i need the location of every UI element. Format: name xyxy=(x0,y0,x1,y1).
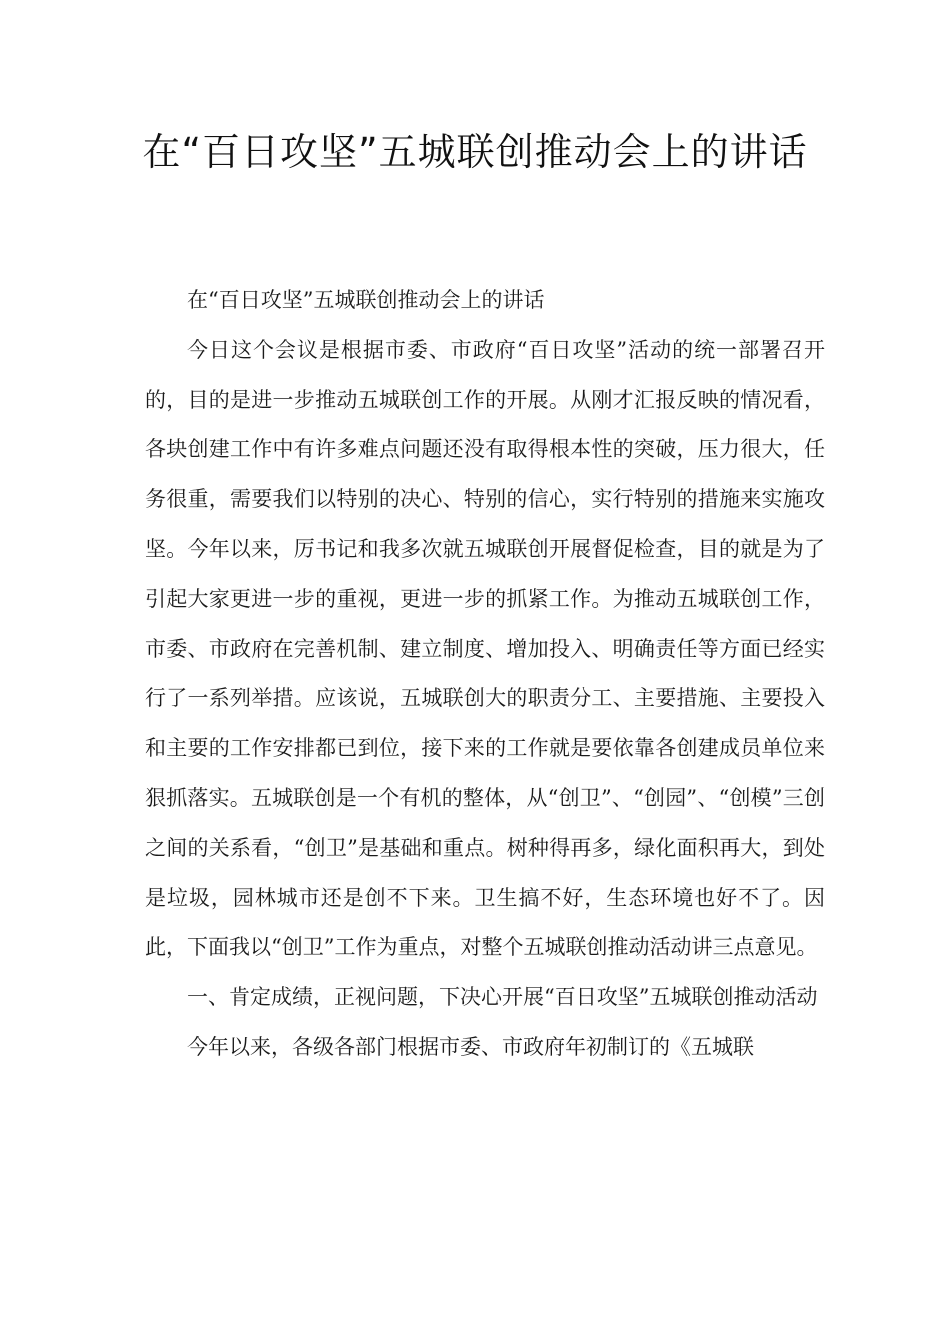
body-paragraph: 今年以来，各级各部门根据市委、市政府年初制订的《五城联 xyxy=(187,1034,754,1059)
document-title: 在“百日攻坚”五城联创推动会上的讲话 xyxy=(142,130,808,174)
document-body xyxy=(145,276,825,1073)
body-paragraph: 今日这个会议是根据市委、市政府“百日攻坚”活动的统一部署召开的，目的是进一步推动五城联创工作的开展。从刚才汇报反映的情况看，各块创建工作中有许多难点问题还没有取得根本性的突破，压力很大，任务很重，需要我们以特别的决心、特别的信心，实行特别的措施来实施攻坚。今年以来，厉书记和我多次就五城联创开展督促检查，目的就是为了引起大家更进一步的重视，更进一步的抓紧工作。为推动五城联创工作，市委、市政府在完善机制、建立制度、增加投入、明确责任等方面已经实行了一系列举措。应该说，五城联创大的职责分工、主要措施、主要投入和主要的工作安排都已到位，接下来的工作就是要依靠各创建成员单位来狠抓落实。五城联创是一个有机的整体，从“创卫”、“创园”、“创模”三创之间的关系看，“创卫”是基础和重点。树种得再多，绿化面积再大，到处是垃圾，园林城市还是创不下来。卫生搞不好，生态环境也好不了。因此，下面我以“创卫”工作为重点，对整个五城联创推动活动讲三点意见。 xyxy=(145,337,825,960)
section-heading: 一、肯定成绩，正视问题，下决心开展“百日攻坚”五城联创推动活动 xyxy=(187,985,818,1010)
subtitle-paragraph: 在“百日攻坚”五城联创推动会上的讲话 xyxy=(187,288,545,312)
